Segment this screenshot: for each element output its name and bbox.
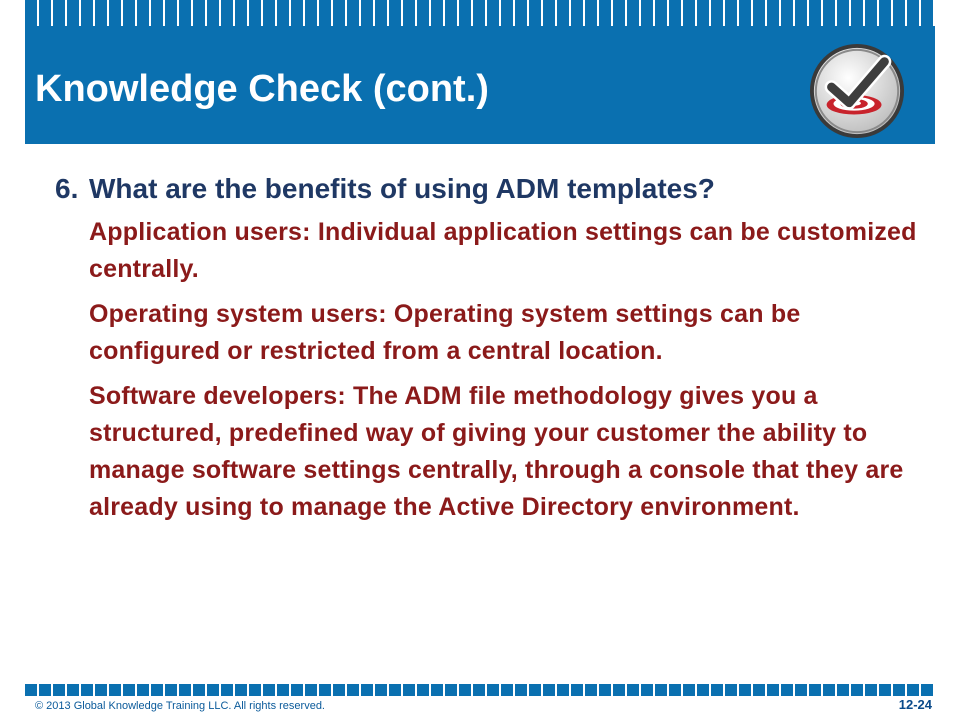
copyright-notice: © 2013 Global Knowledge Training LLC. All rights reserved.	[35, 700, 325, 712]
slide-content	[55, 172, 925, 534]
checkmark-target-icon	[808, 42, 906, 140]
question-text: What are the benefits of using ADM templates?	[89, 173, 715, 204]
header-stripes	[25, 0, 935, 26]
answer-item: Operating system users: Operating system settings can be configured or restricted from a central location.	[89, 300, 801, 365]
answer-item: Application users: Individual application settings can be customized centrally.	[89, 218, 917, 283]
page-number: 12-24	[898, 697, 932, 712]
answer-list	[89, 214, 925, 526]
footer-stripes	[25, 684, 935, 696]
title-banner	[25, 26, 935, 144]
question	[55, 172, 925, 206]
answer-item: Software developers: The ADM file methodology gives you a structured, predefined way of giving your customer the ability to manage software settings centrally, through a console that they are already using to manage the Active Directory environment.	[89, 382, 904, 521]
question-number: 6.	[55, 173, 79, 204]
slide-title: Knowledge Check (cont.)	[35, 68, 489, 110]
